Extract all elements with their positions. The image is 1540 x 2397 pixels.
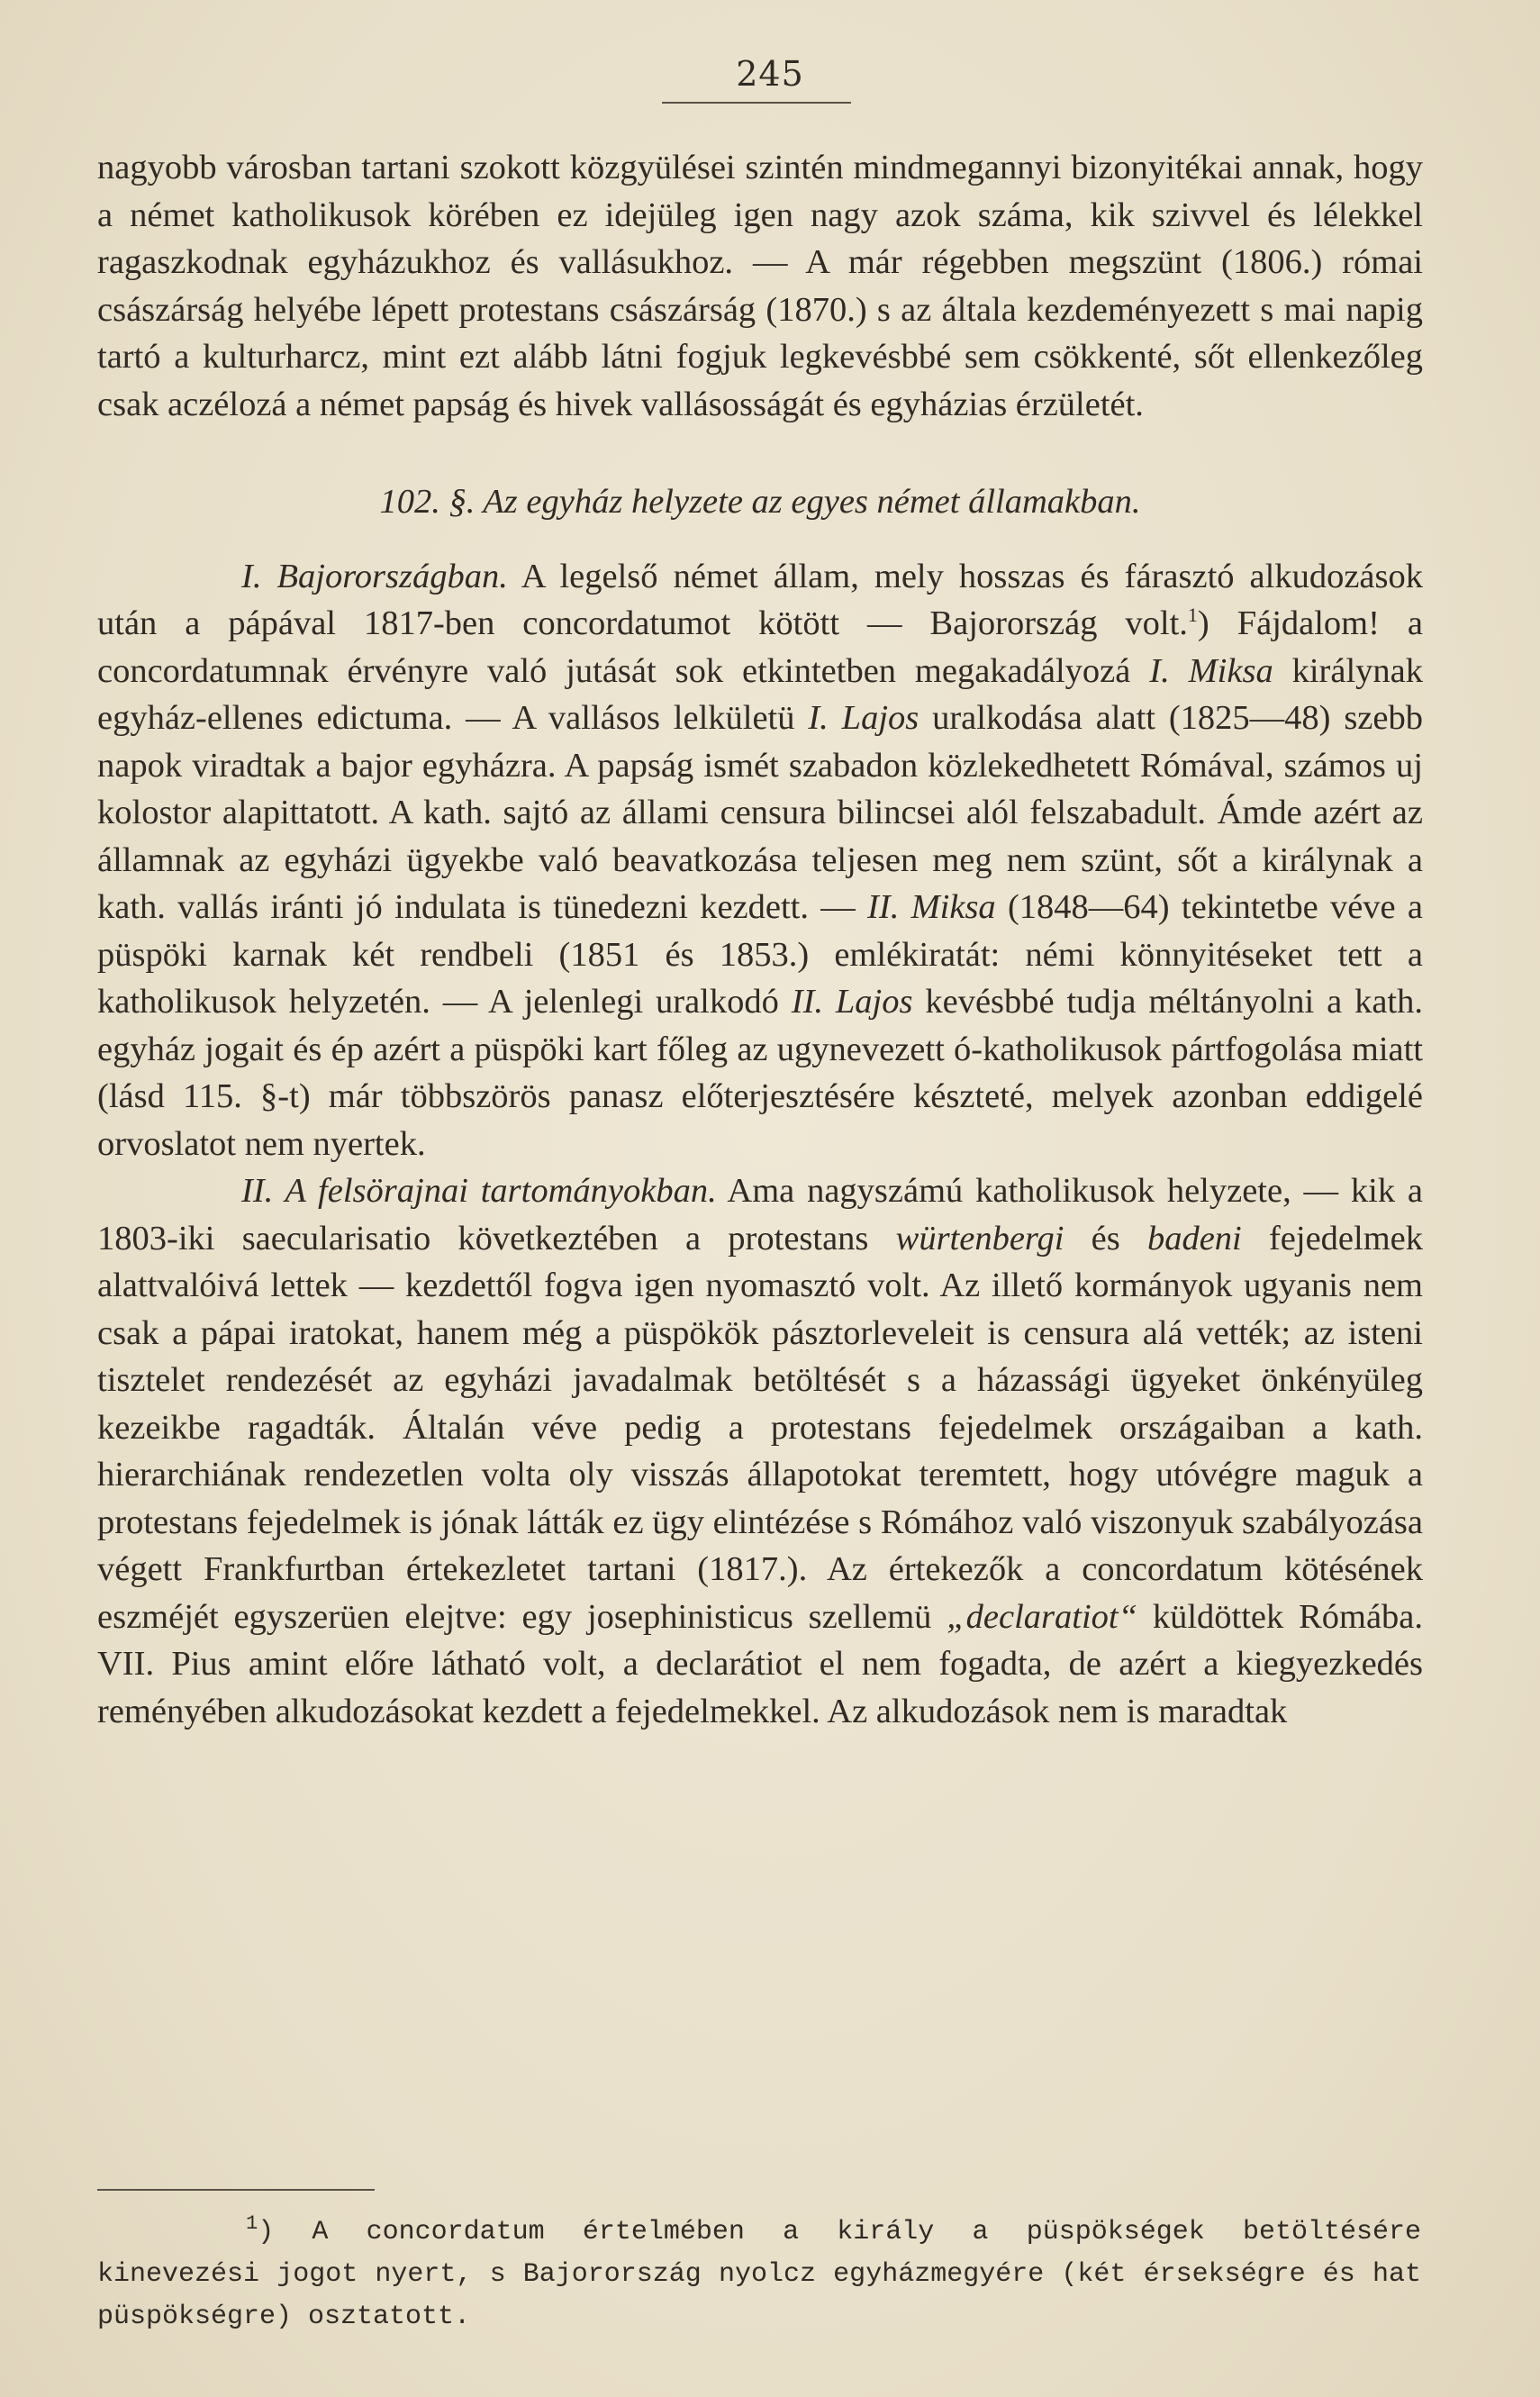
ruler-name: I. Miksa <box>1149 651 1273 690</box>
text-span: uralkodása alatt (1825—48) szebb napok viradtak a bajor egyházra. A papság ismét szabadon közlekedhetett Rómával, számos uj kolostor alapittatott. A kath. sajtó az állami censura bilincsei alól felszabadult. Ámde azért az államnak az egyházi ügyekbe való beavatkozása teljesen meg nem szünt, sőt a királynak a kath. vallás iránti jó indulata is tünedezni kezdett. — <box>97 699 1423 926</box>
italic-term: „declaratiot“ <box>947 1597 1138 1636</box>
text-span: küldöttek Rómába. VII. Pius amint előre látható volt, a declarátiot el nem fogadta, de azért a kiegyezkedés reményében alkudozásokat kezdett a fejedelmekkel. Az alkudozások nem is maradtak <box>97 1597 1423 1730</box>
text-span: A legelső német állam, mely hosszas és fárasztó alkudozások után a pápával 1817-ben concordatumot kötött — Bajorország volt. <box>97 557 1423 642</box>
footnote-reference: 1 <box>1187 604 1198 627</box>
ruler-name: II. Lajos <box>791 983 913 1021</box>
text-span: (1848—64) tekintetbe véve a püspöki karnak két rendbeli (1851 és 1853.) emlékiratát: némi könnyitéseket tett a katholikusok helyzetén. — A jelenlegi uralkodó <box>97 888 1424 1021</box>
section-title: 102. §. Az egyház helyzete az egyes német államakban. <box>379 483 1141 521</box>
text-span: Ama nagyszámú katholikusok helyzete, — kik a 1803-iki saecularisatio következtében a protestans <box>97 1172 1423 1258</box>
paragraph-intro: nagyobb városban tartani szokott közgyülései szintén mindmegannyi bizonyitékai annak, hogy a német katholikusok körében ez idejüleg igen nagy azok száma, kik szivvel és lélekkel ragaszkodnak egyházukhoz és vallásukhoz. — A már régebben megszünt (1806.) római császárság helyébe lépett protestans császárság (1870.) s az általa kezdeményezett s mai napig tartó a kulturharcz, mint ezt alább látni fogjuk legkevésbbé sem csökkenté, sőt ellenkezőleg csak aczélozá a német papság és hivek vallásosságát és egyházias érzületét. <box>97 149 1423 423</box>
paragraph-bavaria <box>97 553 1423 1168</box>
subsection-label-upper-rhine: II. A felsörajnai tartományokban. <box>241 1172 717 1210</box>
italic-term: würtenbergi <box>895 1219 1064 1258</box>
main-text <box>97 144 1423 1735</box>
ruler-name: I. Lajos <box>808 699 919 737</box>
footnote <box>97 2211 1421 2338</box>
text-span: királynak egyház-ellenes edictuma. — A vallásos lelkületü <box>97 651 1423 737</box>
page-number: 245 <box>736 54 804 94</box>
footnote-rule <box>97 2189 375 2191</box>
italic-term: badeni <box>1146 1219 1242 1258</box>
text-span: kevésbbé tudja méltányolni a kath. egyház jogait és ép azért a püspöki kart főleg az ugynevezett ó-katholikusok pártfogolása miatt (lásd 115. §-t) már többszörös panasz előterjesztésére készteté, melyek azonban eddigelé orvoslatot nem nyertek. <box>97 983 1423 1163</box>
footnote-body: ) A concordatum értelmében a király a püspökségek betöltésére kinevezési jogot nyert, s Bajorország nyolcz egyházmegyére (két érsekségre és hat püspökségre) osztatott. <box>97 2217 1421 2332</box>
text-span: és <box>1064 1219 1147 1258</box>
footnote-mark: 1 <box>246 2212 258 2235</box>
footnote-text <box>97 2211 1421 2338</box>
subsection-label-bavaria: I. Bajorországban. <box>241 557 508 595</box>
text-span: ) Fájdalom! a concordatumnak érvényre való jutását sok etkintetben megakadályozá <box>97 604 1423 690</box>
paragraph-upper-rhine <box>97 1167 1423 1735</box>
ruler-name: II. Miksa <box>867 888 996 926</box>
header-rule <box>662 102 851 104</box>
text-span: fejedelmek alattvalóivá lettek — kezdettől fogva igen nyomasztó volt. Az illető kormányok ugyanis nem csak a pápai iratokat, hanem még a püspökök pásztorleveleit is censura alá vették; az isteni tisztelet rendezését az egyházi javadalmak betöltését s a házassági ügyeket önkényüleg kezeikbe ragadták. Általán véve pedig a protestans fejedelmek országaiban a kath. hierarchiának rendezetlen volta oly visszás állapotokat teremtett, hogy utóvégre maguk a protestans fejedelmek is jónak látták ez ügy elintézése s Rómához való viszonyuk szabályozása végett Frankfurtban értekezletet tartani (1817.). Az értekezők a concordatum kötésének eszméjét egyszerüen elejtve: egy josephinisticus szellemü <box>97 1219 1424 1636</box>
